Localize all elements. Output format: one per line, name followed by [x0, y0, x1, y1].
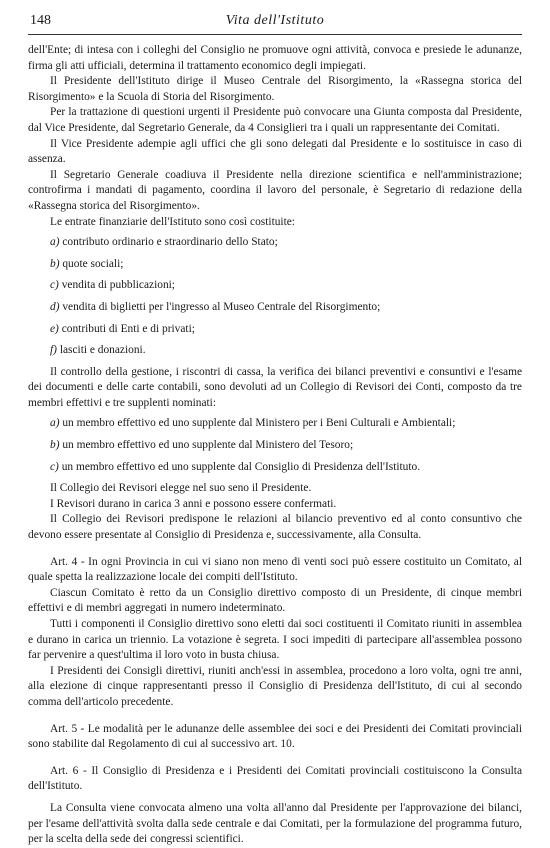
item-label: d) — [50, 300, 60, 313]
paragraph: Le entrate finanziarie dell'Istituto sono così costituite: — [50, 215, 295, 228]
item-text: un membro effettivo ed uno supplente dal Ministero per i Beni Culturali e Ambientali; — [62, 417, 456, 430]
item-text: vendita di biglietti per l'ingresso al Museo Centrale del Risorgimento; — [62, 300, 381, 313]
item-text: vendita di pubblicazioni; — [61, 279, 175, 292]
auditor-item — [28, 416, 522, 432]
page-number: 148 — [30, 13, 51, 28]
revenue-item — [28, 257, 522, 273]
paragraph: I Revisori durano in carica 3 anni e possono essere confermati. — [50, 497, 337, 510]
item-text: un membro effettivo ed uno supplente dal Consiglio di Presidenza dell'Istituto. — [61, 460, 421, 473]
paragraph: Ciascun Comitato è retto da un Consiglio direttivo composto di un Presidente, di cinque membri effettivi e di membri aggregati in numero indeterminato. — [28, 586, 522, 615]
article-6-heading: Art. 6 - Il Consiglio di Presidenza e i Presidenti dei Comitati provinciali costituiscono la Consulta dell'Istituto. — [28, 764, 522, 793]
article-4-heading: Art. 4 - In ogni Provincia in cui vi siano non meno di venti soci può essere costituito un Comitato, al quale spetta la realizzazione locale dei compiti dell'Istituto. — [28, 555, 522, 584]
item-label: b) — [50, 257, 60, 270]
paragraph: Il Presidente dell'Istituto dirige il Museo Centrale del Risorgimento, la «Rassegna storica del Risorgimento» e la Scuola di Storia del Risorgimento. — [28, 75, 522, 103]
item-text: contributo ordinario e straordinario dello Stato; — [62, 236, 278, 249]
revenue-item — [28, 322, 522, 338]
page-header — [28, 10, 522, 35]
body-text — [28, 43, 522, 848]
item-label: c) — [50, 460, 59, 473]
item-text: contributi di Enti e di privati; — [61, 322, 195, 335]
running-title: Vita dell'Istituto — [225, 13, 325, 28]
auditor-item — [28, 438, 522, 454]
article-5: Art. 5 - Le modalità per le adunanze delle assemblee dei soci e dei Presidenti dei Comitati provinciali sono stabilite dal Regolamento di cui al successivo art. 10. — [28, 722, 522, 751]
paragraph: Il Vice Presidente adempie agli uffici che gli sono delegati dal Presidente e lo sostituisce in caso di assenza. — [28, 137, 522, 166]
paragraph: dell'Ente; di intesa con i colleghi del Consiglio ne promuove ogni attività, convoca e presiede le adunanze, firma gli atti ufficiali, determina il trattamento economico degli impiegati. — [28, 44, 522, 72]
item-text: lasciti e donazioni. — [59, 344, 146, 357]
document-page — [28, 10, 522, 848]
paragraph: Il Segretario Generale coadiuva il Presidente nella direzione scientifica e nell'amministrazione; controfirma i mandati di pagamento, coordina il lavoro del personale, è Segretario di redazione della «Rassegna storica del Risorgimento». — [28, 168, 522, 212]
auditor-item — [28, 460, 522, 476]
item-label: f) — [50, 344, 57, 357]
revenue-item — [28, 343, 522, 359]
paragraph: I Presidenti dei Consigli direttivi, riuniti anch'essi in assemblea, procedono a loro volta, ogni tre anni, alla elezione di cinque rappresentanti presso il Consiglio di Presidenza dell'Istituto, di cui al secondo comma dell'articolo precedente. — [28, 664, 522, 708]
paragraph: Tutti i componenti il Consiglio direttivo sono eletti dai soci costituenti il Comitato riuniti in assemblea e durano in carica un triennio. La votazione è segreta. I soci impediti di partecipare all'assemblea possono far pervenire a quest'ultima il loro voto in busta chiusa. — [28, 618, 522, 662]
revenue-item — [28, 235, 522, 251]
item-label: a) — [50, 417, 60, 430]
revenue-item — [28, 300, 522, 316]
item-text: un membro effettivo ed uno supplente dal Ministero del Tesoro; — [62, 439, 354, 452]
revenue-item — [28, 278, 522, 294]
paragraph: Per la trattazione di questioni urgenti il Presidente può convocare una Giunta composta dal Presidente, dal Vice Presidente, dal Segretario Generale, da 4 Consiglieri tra i quali un rappresentante dei Comitati. — [28, 106, 522, 134]
item-label: c) — [50, 279, 59, 292]
item-text: quote sociali; — [62, 257, 124, 270]
paragraph: La Consulta viene convocata almeno una volta all'anno dal Presidente per l'approvazione dei bilanci, per l'esame dell'attività svolta dalla sede centrale e dai Comitati, per la formulazione del programma futuro, per la scelta della sede dei congressi scientifici. — [28, 801, 522, 846]
item-label: b) — [50, 439, 60, 452]
paragraph: Il Collegio dei Revisori elegge nel suo seno il Presidente. — [50, 482, 312, 495]
paragraph: Il controllo della gestione, i riscontri di cassa, la verifica dei bilanci preventivi e consuntivi e l'esame dei documenti e delle carte contabili, sono devoluti ad un Collegio di Revisori dei Conti, composto da tre membri effettivi e tre supplenti nominati: — [28, 365, 522, 409]
paragraph: Il Collegio dei Revisori predispone le relazioni al bilancio preventivo ed al conto consuntivo che devono essere presentate al Consiglio di Presidenza e, successivamente, alla Consulta. — [28, 513, 522, 542]
item-label: a) — [50, 236, 60, 249]
item-label: e) — [50, 322, 59, 335]
